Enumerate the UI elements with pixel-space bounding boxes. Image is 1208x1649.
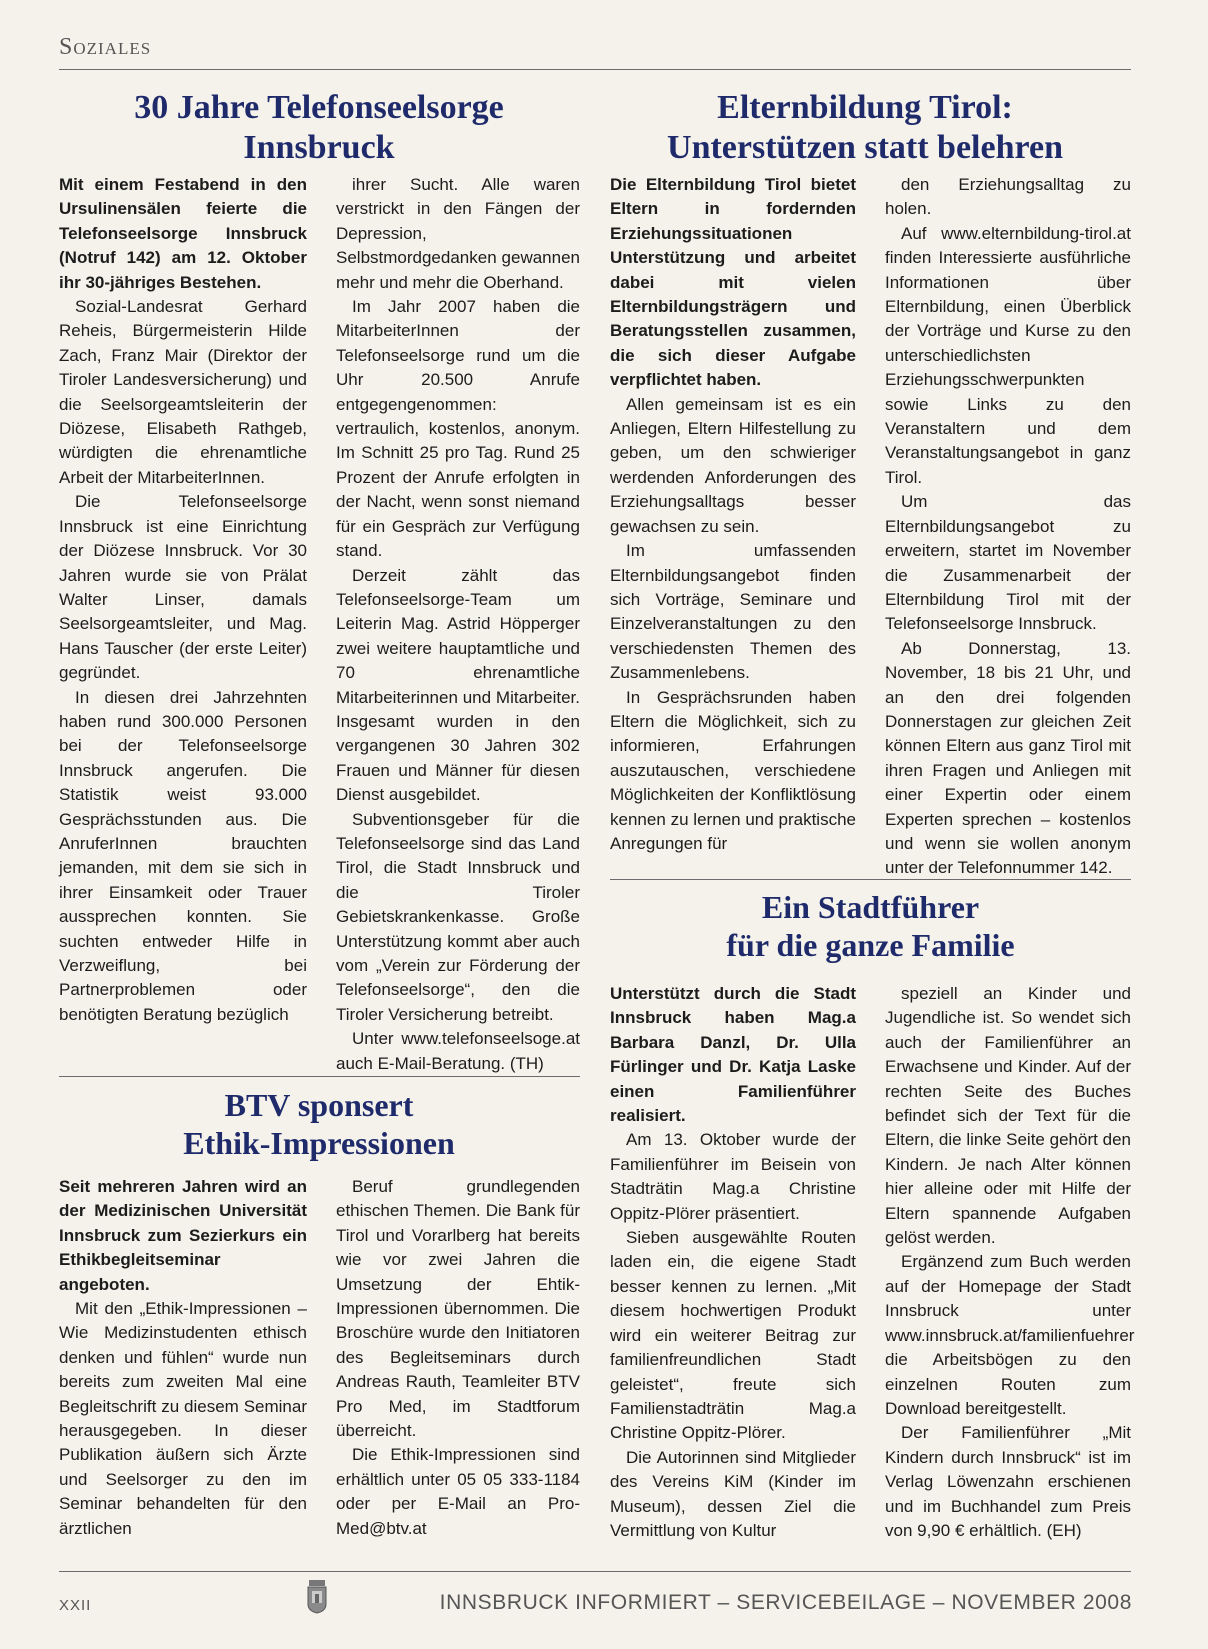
article-paragraph: Die Ethik-Impressionen sind erhältlich unter 05 05 333-1184 oder per E-Mail an Pro-Med@btv.at [336, 1445, 580, 1538]
article-paragraph: Seit mehreren Jahren wird an der Medizinischen Universität Innsbruck zum Sezierkurs ein Ethikbegleitseminar angeboten. [59, 1177, 307, 1294]
title-line: Elternbildung Tirol: [717, 89, 1013, 126]
article-paragraph: In Gesprächsrunden haben Eltern die Möglichkeit, sich zu informieren, Erfahrungen auszutauschen, verschiedene Möglichkeiten der Konfliktlösung kennen zu lernen und praktische Anregungen für [610, 687, 856, 853]
footer-rule [59, 1571, 1131, 1572]
article-paragraph: Unter www.telefonseelsoge.at auch E-Mail-Beratung. (TH) [336, 1029, 580, 1073]
article-paragraph: Beruf grundlegenden ethischen Themen. Die Bank für Tirol und Vorarlberg hat bereits wie vor zwei Jahren die Umsetzung der Ehtik-Impressionen übernommen. Die Broschüre wurde den Initiatoren des Begleitseminars durch Andreas Rauth, Teamleiter BTV Pro Med, im Stadtforum überreicht. [336, 1177, 580, 1441]
article-paragraph: Die Autorinnen sind Mitglieder des Vereins KiM (Kinder im Museum), dessen Ziel die Vermittlung von Kultur [610, 1447, 856, 1540]
article-column [885, 173, 1131, 881]
article-paragraph: Mit den „Ethik-Impressionen – Wie Medizinstudenten ethisch denken und fühlen“ wurde nun bereits zum zweiten Mal eine Begleitschrift zu diesem Seminar herausgegeben. In dieser Publikation äußern sich Ärzte und Seelsorger zu den im Seminar behandelten für den ärztlichen [59, 1299, 307, 1538]
article-paragraph: Im umfassenden Elternbildungsangebot finden sich Vorträge, Seminare und Einzelveranstaltungen zu den verschiedensten Themen des Zusammenlebens. [610, 541, 856, 683]
article-paragraph: Die Telefonseelsorge Innsbruck ist eine Einrichtung der Diözese Innsbruck. Vor 30 Jahren wurde sie von Prälat Walter Linser, damals Seelsorgeamtsleiter, und Mag. Hans Tauscher (der erste Leiter) gegründet. [59, 492, 307, 683]
article-paragraph: Subventionsgeber für die Telefonseelsorge sind das Land Tirol, die Stadt Innsbruck und die Tiroler Gebietskrankenkasse. Große Unterstützung kommt aber auch vom „Verein zur Förderung der Telefonseelsorge“, den die Tiroler Versicherung betreibt. [336, 809, 580, 1024]
article-divider [59, 1076, 580, 1077]
title-line: Ein Stadtführer [761, 889, 980, 925]
article-paragraph: Sieben ausgewählte Routen laden ein, die eigene Stadt besser kennen zu lernen. „Mit diesem hochwertigen Produkt wird ein weiterer Beitrag zur familienfreundlichen Stadt geleistet“, freute sich Familienstadträtin Mag.a Christine Oppitz-Plörer. [610, 1228, 856, 1443]
article-column [336, 173, 580, 1076]
title-line: für die ganze Familie [726, 926, 1015, 963]
header-rule [59, 69, 1131, 70]
article-paragraph: Um das Elternbildungsangebot zu erweitern, startet im November die Zusammenarbeit der Elternbildung Tirol mit der Telefonseelsorge Innsbruck. [885, 492, 1131, 634]
page-number: XXII [59, 1597, 92, 1614]
article-paragraph: Der Familienführer „Mit Kindern durch Innsbruck“ ist im Verlag Löwenzahn erschienen und im Buchhandel zum Preis von 9,90 € erhältlich. (EH) [885, 1423, 1131, 1540]
article-column [610, 982, 856, 1543]
article-paragraph: Ab Donnerstag, 13. November, 18 bis 21 Uhr, und an den drei folgenden Donnerstagen zur gleichen Zeit können Eltern aus ganz Tirol mit ihren Fragen und Anliegen mit einer Expertin oder einem Experten sprechen – kostenlos und wenn sie wollen anonym unter der Telefonnummer 142. [885, 638, 1131, 878]
section-header: Soziales [59, 34, 152, 60]
article-paragraph: Im Jahr 2007 haben die MitarbeiterInnen der Telefonseelsorge rund um die Uhr 20.500 Anrufe entgegengenommen: vertraulich, kostenlos, anonym. Im Schnitt 25 pro Tag. Rund 25 Prozent der Anrufe erfolgten in der Nacht, wenn sonst niemand für ein Gespräch zur Verfügung stand. [336, 297, 580, 561]
article-column [336, 1175, 580, 1541]
article-title-elternbildung [600, 88, 1130, 168]
article-paragraph: speziell an Kinder und Jugendliche ist. So wendet sich auch der Familienführer an Erwachsene und Kinder. Auf der rechten Seite des Buches befindet sich der Text für die Eltern, die linke Seite gehört den Kindern. Je nach Alter können hier alleine oder mit Hilfe der Eltern spannende Aufgaben gelöst werden. [885, 984, 1131, 1248]
title-line: Ethik-Impressionen [183, 1124, 455, 1161]
article-title-stadtfuehrer [610, 889, 1131, 965]
title-line: 30 Jahre Telefonseelsorge [134, 89, 504, 126]
article-column [59, 1175, 307, 1541]
article-paragraph: Unterstützt durch die Stadt Innsbruck haben Mag.a Barbara Danzl, Dr. Ulla Fürlinger und Dr. Katja Laske einen Familienführer realisiert. [610, 984, 856, 1126]
article-paragraph: den Erziehungsalltag zu holen. [885, 175, 1131, 219]
article-paragraph: Ergänzend zum Buch werden auf der Homepage der Stadt Innsbruck unter www.innsbruck.at/familienfuehrer die Arbeitsbögen zu den einzelnen Routen zum Download bereitgestellt. [885, 1252, 1135, 1418]
article-paragraph: Mit einem Festabend in den Ursulinensälen feierte die Telefonseelsorge Innsbruck (Notruf 142) am 12. Oktober ihr 30-jähriges Bestehen. [59, 175, 307, 292]
article-paragraph: Sozial-Landesrat Gerhard Reheis, Bürgermeisterin Hilde Zach, Franz Mair (Direktor der Tiroler Landesversicherung) und die Seelsorgeamtsleiterin der Diözese, Elisabeth Rathgeb, würdigten die ehrenamtliche Arbeit der MitarbeiterInnen. [59, 297, 307, 487]
article-paragraph: Derzeit zählt das Telefonseelsorge-Team um Leiterin Mag. Astrid Höpperger zwei weitere hauptamtliche und 70 ehrenamtliche Mitarbeiterinnen und Mitarbeiter. Insgesamt wurden in den vergangenen 30 Jahren 302 Frauen und Männer für diesen Dienst ausgebildet. [336, 565, 580, 805]
article-paragraph: Die Elternbildung Tirol bietet Eltern in fordernden Erziehungssituationen Unterstützung und arbeitet dabei mit vielen Elternbildungsträgern und Beratungsstellen zusammen, die sich dieser Aufgabe verpflichtet haben. [610, 175, 856, 390]
article-title-btv [59, 1087, 579, 1163]
article-column [885, 982, 1135, 1543]
city-crest-icon [306, 1578, 328, 1614]
article-paragraph: Auf www.elternbildung-tirol.at finden Interessierte ausführliche Informationen über Elternbildung, einen Überblick der Vorträge und Kurse zu den unterschiedlichsten Erziehungsschwerpunkten sowie Links zu den Veranstaltern und dem Veranstaltungsangebot in ganz Tirol. [885, 223, 1131, 487]
article-column [59, 173, 307, 1027]
article-paragraph: Am 13. Oktober wurde der Familienführer im Beisein von Stadträtin Mag.a Christine Oppitz-Plörer präsentiert. [610, 1130, 856, 1223]
article-divider [610, 879, 1131, 880]
article-column [610, 173, 856, 856]
article-paragraph: ihrer Sucht. Alle waren verstrickt in den Fängen der Depression, Selbstmordgedanken gewannen mehr und mehr die Oberhand. [336, 175, 580, 292]
article-paragraph: In diesen drei Jahrzehnten haben rund 300.000 Personen bei der Telefonseelsorge Innsbruck angerufen. Die Statistik weist 93.000 Gesprächsstunden aus. Die AnruferInnen brauchten jemanden, mit dem sie sich in ihrer Einsamkeit oder Trauer aussprechen konnten. Sie suchten entweder Hilfe in Verzweiflung, bei Partnerproblemen oder benötigten Beratung bezüglich [59, 687, 307, 1024]
article-title-telefonseelsorge [59, 88, 579, 168]
title-line: Unterstützen statt belehren [667, 129, 1063, 167]
title-line: BTV sponsert [224, 1087, 414, 1123]
publication-line: INNSBRUCK INFORMIERT – SERVICEBEILAGE – NOVEMBER 2008 [439, 1591, 1132, 1614]
title-line: Innsbruck [243, 129, 395, 167]
article-paragraph: Allen gemeinsam ist es ein Anliegen, Eltern Hilfestellung zu geben, um den schwieriger werdenden Anforderungen des Erziehungsalltags besser gewachsen zu sein. [610, 394, 856, 536]
